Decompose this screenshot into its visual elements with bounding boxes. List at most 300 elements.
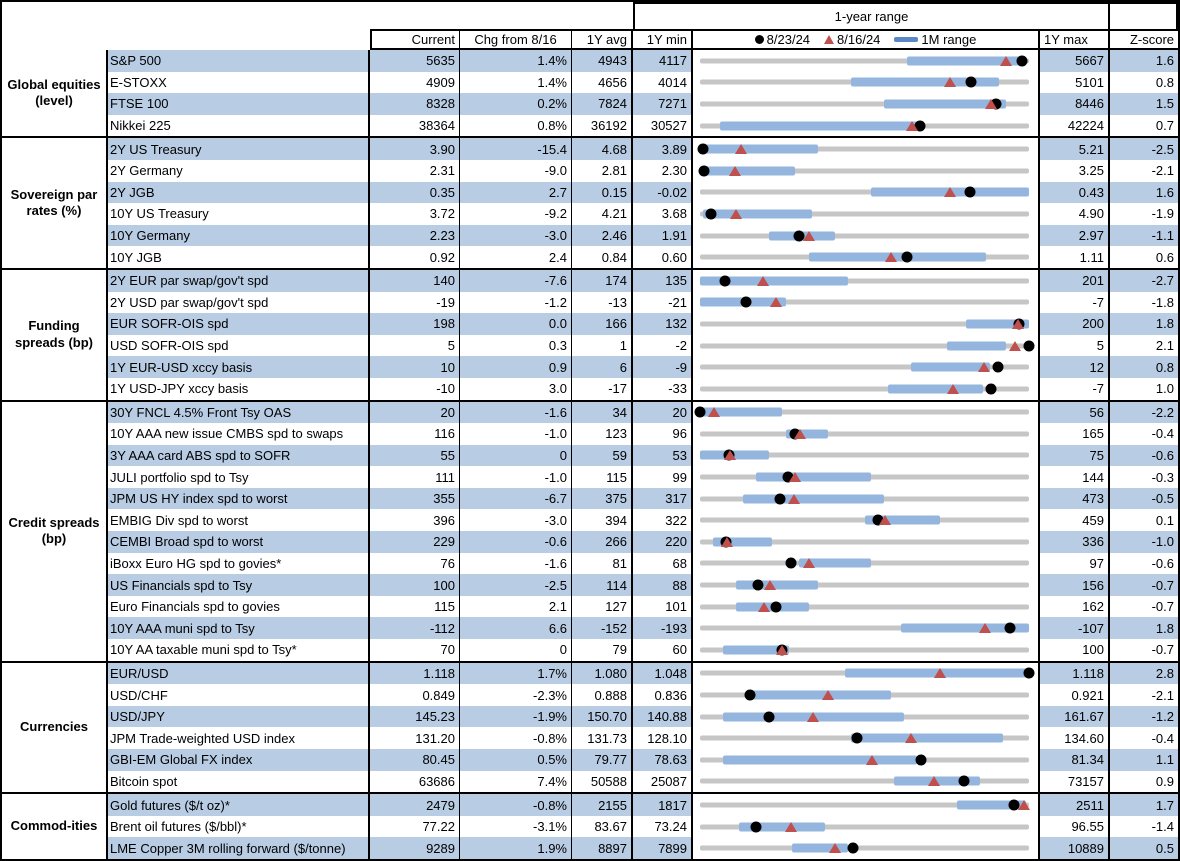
row-label: Gold futures ($/t oz)* <box>108 794 370 816</box>
column-header-1y-avg: 1Y avg <box>572 29 633 50</box>
cell-1y-avg: 166 <box>572 313 633 335</box>
prior-date-triangle-marker <box>721 537 733 547</box>
cell-chg: -3.1% <box>460 816 572 838</box>
prior-date-triangle-marker <box>730 209 742 219</box>
cell-current: 0.849 <box>370 684 460 706</box>
cell-chg: 0.3 <box>460 335 572 357</box>
cell-1y-avg: 50588 <box>572 771 633 793</box>
legend-label: 1M range <box>921 32 977 47</box>
header-row-top <box>2 2 1178 29</box>
legend-label: 8/23/24 <box>766 32 811 47</box>
cell-1y-min: -193 <box>633 617 693 639</box>
table-row <box>108 138 1178 160</box>
cell-chg: -3.0 <box>460 225 572 247</box>
row-label: 10Y JGB <box>108 246 370 268</box>
cell-chg: -3.0 <box>460 509 572 531</box>
cell-chg: -15.4 <box>460 138 572 160</box>
cell-zscore: -2.1 <box>1151 687 1174 703</box>
one-month-range-bar <box>703 209 812 218</box>
section-rows <box>108 270 1178 400</box>
current-date-dot-marker <box>775 493 786 504</box>
prior-date-triangle-marker <box>934 668 946 678</box>
current-date-dot-marker <box>1024 668 1035 679</box>
prior-date-triangle-marker <box>906 121 918 131</box>
cell-zscore: -2.5 <box>1110 138 1178 160</box>
cell-chg: 0 <box>460 639 572 661</box>
cell-zscore: 0.6 <box>1155 249 1174 265</box>
cell-1y-max: -7 <box>1040 378 1110 400</box>
cell-zscore: 1.0 <box>1155 381 1174 397</box>
range-plot <box>700 509 1029 531</box>
table-row <box>108 160 1178 182</box>
cell-chg: -1.0 <box>460 466 572 488</box>
range-chart-cell <box>693 596 1040 618</box>
cell-zscore: 1.8 <box>1110 313 1178 335</box>
cell-1y-min: 25087 <box>633 771 693 793</box>
table-row <box>108 749 1178 771</box>
cell-1y-min: 99 <box>633 466 693 488</box>
cell-chg: 3.0 <box>460 378 572 400</box>
cell-zscore: -2.2 <box>1110 402 1178 424</box>
cell-1y-min: -2 <box>633 335 693 357</box>
cell-chg: 1.4% <box>460 72 572 94</box>
section <box>2 794 1178 859</box>
cell-1y-max: 2.97 <box>1040 225 1110 247</box>
triangle-icon <box>824 35 834 44</box>
cell-1y-max: 12 <box>1040 356 1110 378</box>
column-header-chg: Chg from 8/16 <box>460 29 572 50</box>
cell-1y-min: 7899 <box>633 837 693 859</box>
table-row <box>108 553 1178 575</box>
cell-1y-max: 42224 <box>1040 115 1110 137</box>
cell-1y-avg: 0.84 <box>572 246 633 268</box>
table-row <box>108 596 1178 618</box>
cell-1y-max: 459 <box>1040 509 1110 531</box>
range-plot <box>700 749 1029 771</box>
current-date-dot-marker <box>992 362 1003 373</box>
current-date-dot-marker <box>698 165 709 176</box>
range-plot <box>700 356 1029 378</box>
table-row <box>108 509 1178 531</box>
range-chart-cell <box>693 684 1040 706</box>
cell-zscore: -0.7 <box>1151 599 1174 615</box>
cell-chg: -9.2 <box>460 203 572 225</box>
prior-date-triangle-marker <box>1012 319 1024 329</box>
range-plot <box>700 203 1029 225</box>
cell-zscore: 0.7 <box>1155 118 1174 134</box>
prior-date-triangle-marker <box>947 384 959 394</box>
cell-zscore: -0.6 <box>1151 555 1174 571</box>
range-chart-cell <box>693 138 1040 160</box>
prior-date-triangle-marker <box>879 515 891 525</box>
range-plot <box>700 596 1029 618</box>
section <box>2 50 1178 138</box>
current-date-dot-marker <box>695 407 706 418</box>
cell-chg: 1.7% <box>460 663 572 685</box>
prior-date-triangle-marker <box>735 144 747 154</box>
prior-date-triangle-marker <box>944 77 956 87</box>
prior-date-triangle-marker <box>944 187 956 197</box>
prior-date-triangle-marker <box>785 822 797 832</box>
range-plot <box>700 706 1029 728</box>
cell-chg: 1.9% <box>460 837 572 859</box>
prior-date-triangle-marker <box>757 276 769 286</box>
cell-current: -19 <box>370 292 460 314</box>
cell-1y-min: 53 <box>633 445 693 467</box>
cell-1y-min: 96 <box>633 423 693 445</box>
range-chart-cell <box>693 93 1040 115</box>
cell-1y-min: 68 <box>633 553 693 575</box>
table-row <box>108 727 1178 749</box>
range-plot <box>700 663 1029 685</box>
cell-zscore: 0.8 <box>1110 356 1178 378</box>
one-month-range-bar <box>700 145 818 154</box>
cell-zscore: 0.1 <box>1155 512 1174 528</box>
row-label: 3Y AAA card ABS spd to SOFR <box>108 445 370 467</box>
table-row <box>108 639 1178 661</box>
column-header-zscore: Z-score <box>1110 29 1178 50</box>
cell-1y-max: 73157 <box>1040 771 1110 793</box>
cell-chg: 0.8% <box>460 115 572 137</box>
current-date-dot-marker <box>902 252 913 263</box>
cell-1y-max: 56 <box>1040 402 1110 424</box>
range-chart-cell <box>693 749 1040 771</box>
cell-1y-max: 161.67 <box>1040 706 1110 728</box>
cell-current: 10 <box>370 356 460 378</box>
cell-zscore: -1.9 <box>1151 206 1174 222</box>
cell-current: 55 <box>370 445 460 467</box>
current-date-dot-marker <box>785 558 796 569</box>
cell-1y-max: 156 <box>1040 574 1110 596</box>
cell-chg: -0.8% <box>460 727 572 749</box>
row-label: EMBIG Div spd to worst <box>108 509 370 531</box>
table-row <box>108 402 1178 424</box>
range-chart-cell <box>693 225 1040 247</box>
cell-1y-min: 135 <box>633 270 693 292</box>
range-plot <box>700 402 1029 424</box>
range-plot <box>700 531 1029 553</box>
cell-zscore: -0.4 <box>1151 426 1174 442</box>
row-label: EUR SOFR-OIS spd <box>108 313 370 335</box>
table-row <box>108 423 1178 445</box>
range-chart-cell <box>693 816 1040 838</box>
table-row <box>108 50 1178 72</box>
prior-date-triangle-marker <box>729 166 741 176</box>
cell-1y-min: 20 <box>633 402 693 424</box>
row-label: 2Y Germany <box>108 160 370 182</box>
cell-zscore: 1.8 <box>1110 617 1178 639</box>
range-chart-cell <box>693 270 1040 292</box>
cell-current: 5635 <box>370 50 460 72</box>
table-body <box>2 50 1178 859</box>
range-chart-cell <box>693 706 1040 728</box>
cell-zscore: -0.4 <box>1151 730 1174 746</box>
section-label: Commod-ities <box>2 794 108 859</box>
table-row <box>108 617 1178 639</box>
range-chart-cell <box>693 531 1040 553</box>
cell-zscore: 1.7 <box>1110 794 1178 816</box>
cell-zscore: 1.5 <box>1110 93 1178 115</box>
table-row <box>108 488 1178 510</box>
cell-chg: -7.6 <box>460 270 572 292</box>
cell-1y-max: 4.90 <box>1040 203 1110 225</box>
column-header-1y-min: 1Y min <box>633 29 693 50</box>
current-date-dot-marker <box>705 208 716 219</box>
range-chart-cell <box>693 771 1040 793</box>
cell-1y-min: 30527 <box>633 115 693 137</box>
range-chart-cell <box>693 356 1040 378</box>
cell-1y-avg: 79.77 <box>572 749 633 771</box>
cell-current: 4909 <box>370 72 460 94</box>
current-date-dot-marker <box>965 77 976 88</box>
row-label: USD/JPY <box>108 706 370 728</box>
prior-date-triangle-marker <box>979 623 991 633</box>
cell-1y-min: 1.048 <box>633 663 693 685</box>
cell-1y-min: 322 <box>633 509 693 531</box>
cell-1y-min: 60 <box>633 639 693 661</box>
range-plot <box>700 574 1029 596</box>
range-plot <box>700 488 1029 510</box>
range-chart-cell <box>693 488 1040 510</box>
one-month-range-bar <box>700 166 795 175</box>
current-date-dot-marker <box>751 821 762 832</box>
cell-chg: 0 <box>460 445 572 467</box>
range-plot <box>700 445 1029 467</box>
one-month-range-bar <box>736 581 818 590</box>
one-month-range-bar <box>746 691 891 700</box>
range-plot <box>700 270 1029 292</box>
cell-zscore: -1.2 <box>1110 706 1178 728</box>
cell-1y-min: 73.24 <box>633 816 693 838</box>
cell-1y-avg: 114 <box>572 574 633 596</box>
range-chart-cell <box>693 182 1040 204</box>
table-row <box>108 115 1178 137</box>
range-chart-cell <box>693 617 1040 639</box>
range-plot <box>700 423 1029 445</box>
range-plot <box>700 727 1029 749</box>
cell-1y-max: 81.34 <box>1040 749 1110 771</box>
table-row <box>108 246 1178 268</box>
cell-1y-avg: -152 <box>572 617 633 639</box>
range-plot <box>700 639 1029 661</box>
cell-1y-min: -0.02 <box>633 182 693 204</box>
row-label: 2Y EUR par swap/gov't spd <box>108 270 370 292</box>
cell-1y-avg: 83.67 <box>572 816 633 838</box>
cell-1y-max: 473 <box>1040 488 1110 510</box>
cell-chg: -1.6 <box>460 402 572 424</box>
range-chart-cell <box>693 115 1040 137</box>
cell-1y-avg: 36192 <box>572 115 633 137</box>
row-label: JPM US HY index spd to worst <box>108 488 370 510</box>
cell-1y-max: 144 <box>1040 466 1110 488</box>
cell-zscore: -1.1 <box>1110 225 1178 247</box>
current-date-dot-marker <box>851 733 862 744</box>
cell-zscore: -0.5 <box>1110 488 1178 510</box>
cell-1y-max: 8446 <box>1040 93 1110 115</box>
prior-date-triangle-marker <box>905 733 917 743</box>
table-row <box>108 335 1178 357</box>
cell-1y-min: 3.89 <box>633 138 693 160</box>
table-row <box>108 378 1178 400</box>
prior-date-triangle-marker <box>1000 56 1012 66</box>
range-plot <box>700 246 1029 268</box>
cell-chg: -9.0 <box>460 160 572 182</box>
cell-1y-avg: 174 <box>572 270 633 292</box>
range-plot <box>700 617 1029 639</box>
row-label: EUR/USD <box>108 663 370 685</box>
cell-current: 140 <box>370 270 460 292</box>
header-top-spacer <box>2 2 633 29</box>
section-label: Funding spreads (bp) <box>2 270 108 400</box>
one-month-range-bar <box>851 78 999 87</box>
cell-chg: -0.8% <box>460 794 572 816</box>
cell-current: 20 <box>370 402 460 424</box>
range-chart-cell <box>693 246 1040 268</box>
cell-1y-min: 4014 <box>633 72 693 94</box>
prior-date-triangle-marker <box>829 843 841 853</box>
cell-1y-avg: 4656 <box>572 72 633 94</box>
cell-chg: 0.9 <box>460 356 572 378</box>
cell-1y-min: 0.60 <box>633 246 693 268</box>
range-plot <box>700 466 1029 488</box>
table-row <box>108 356 1178 378</box>
cell-1y-avg: 127 <box>572 596 633 618</box>
current-date-dot-marker <box>964 187 975 198</box>
section-rows <box>108 663 1178 793</box>
range-plot <box>700 837 1029 859</box>
range-chart-cell <box>693 509 1040 531</box>
section-rows <box>108 794 1178 859</box>
row-label: GBI-EM Global FX index <box>108 749 370 771</box>
cell-1y-avg: -17 <box>572 378 633 400</box>
cell-1y-max: 200 <box>1040 313 1110 335</box>
range-plot <box>700 115 1029 137</box>
cell-1y-avg: 0.888 <box>572 684 633 706</box>
range-chart-cell <box>693 794 1040 816</box>
prior-date-triangle-marker <box>985 99 997 109</box>
section <box>2 402 1178 663</box>
row-label: JPM Trade-weighted USD index <box>108 727 370 749</box>
row-label: USD/CHF <box>108 684 370 706</box>
cell-1y-max: 0.43 <box>1040 182 1110 204</box>
range-chart-cell <box>693 378 1040 400</box>
cell-1y-avg: 34 <box>572 402 633 424</box>
cell-1y-avg: 123 <box>572 423 633 445</box>
range-plot <box>700 72 1029 94</box>
cell-current: 116 <box>370 423 460 445</box>
cell-1y-max: 1.11 <box>1040 246 1110 268</box>
column-header-current: Current <box>370 29 460 50</box>
cell-current: 111 <box>370 466 460 488</box>
cell-zscore: 0.8 <box>1155 74 1174 90</box>
prior-date-triangle-marker <box>776 645 788 655</box>
prior-date-triangle-marker <box>794 429 806 439</box>
cell-current: 76 <box>370 553 460 575</box>
prior-date-triangle-marker <box>764 580 776 590</box>
current-date-dot-marker <box>763 711 774 722</box>
range-chart-cell <box>693 639 1040 661</box>
cell-zscore: -1.0 <box>1110 531 1178 553</box>
row-label: 2Y US Treasury <box>108 138 370 160</box>
cell-current: 80.45 <box>370 749 460 771</box>
cell-chg: -2.3% <box>460 684 572 706</box>
range-plot <box>700 771 1029 793</box>
range-chart-cell <box>693 203 1040 225</box>
cell-1y-max: 134.60 <box>1040 727 1110 749</box>
cell-current: 63686 <box>370 771 460 793</box>
section-label: Global equities (level) <box>2 50 108 136</box>
cell-chg: 1.4% <box>460 50 572 72</box>
cell-1y-max: 75 <box>1040 445 1110 467</box>
cell-current: 198 <box>370 313 460 335</box>
row-label: CEMBI Broad spd to worst <box>108 531 370 553</box>
row-label: LME Copper 3M rolling forward ($/tonne) <box>108 837 370 859</box>
cell-current: 2479 <box>370 794 460 816</box>
row-label: E-STOXX <box>108 72 370 94</box>
cell-zscore: 1.6 <box>1110 182 1178 204</box>
current-date-dot-marker <box>741 297 752 308</box>
one-month-range-bar <box>756 473 871 482</box>
prior-date-triangle-marker <box>724 450 736 460</box>
cell-1y-max: 5.21 <box>1040 138 1110 160</box>
cell-current: 115 <box>370 596 460 618</box>
table-row <box>108 182 1178 204</box>
section-rows <box>108 138 1178 268</box>
one-month-range-bar <box>723 755 917 764</box>
range-chart-cell <box>693 335 1040 357</box>
cell-current: 9289 <box>370 837 460 859</box>
row-label: JULI portfolio spd to Tsy <box>108 466 370 488</box>
range-plot <box>700 794 1029 816</box>
table-row <box>108 93 1178 115</box>
prior-date-triangle-marker <box>928 776 940 786</box>
cell-current: 0.35 <box>370 182 460 204</box>
range-plot <box>700 138 1029 160</box>
legend-item-current-date <box>755 32 810 47</box>
cell-1y-min: 0.836 <box>633 684 693 706</box>
dot-icon <box>755 35 764 44</box>
current-date-dot-marker <box>916 754 927 765</box>
table-row <box>108 445 1178 467</box>
cell-1y-max: 2511 <box>1040 794 1110 816</box>
range-chart-cell <box>693 574 1040 596</box>
prior-date-triangle-marker <box>789 472 801 482</box>
prior-date-triangle-marker <box>788 494 800 504</box>
range-plot <box>700 225 1029 247</box>
cell-1y-avg: 8897 <box>572 837 633 859</box>
current-date-dot-marker <box>770 601 781 612</box>
prior-date-triangle-marker <box>803 558 815 568</box>
range-plot <box>700 160 1029 182</box>
range-chart-cell <box>693 445 1040 467</box>
row-label: iBoxx Euro HG spd to govies* <box>108 553 370 575</box>
prior-date-triangle-marker <box>1009 341 1021 351</box>
cell-1y-max: 97 <box>1040 553 1110 575</box>
cell-1y-avg: 266 <box>572 531 633 553</box>
cell-1y-max: -7 <box>1040 292 1110 314</box>
range-chart-cell <box>693 466 1040 488</box>
prior-date-triangle-marker <box>1018 800 1030 810</box>
cell-1y-avg: 150.70 <box>572 706 633 728</box>
cell-1y-avg: 4943 <box>572 50 633 72</box>
cell-1y-avg: 115 <box>572 466 633 488</box>
range-plot <box>700 292 1029 314</box>
column-header-1y-max: 1Y max <box>1040 29 1110 50</box>
cell-1y-max: 5667 <box>1040 50 1110 72</box>
cell-current: 5 <box>370 335 460 357</box>
cell-1y-min: 7271 <box>633 93 693 115</box>
cell-chg: -2.5 <box>460 574 572 596</box>
